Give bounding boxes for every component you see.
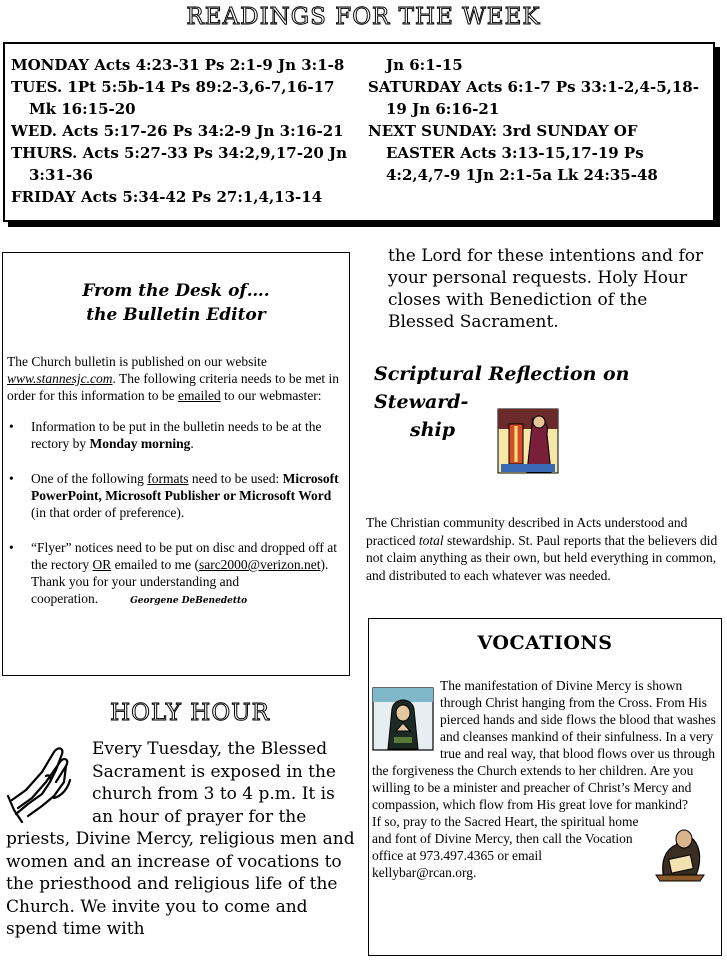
vocations-text: The manifestation of Divine Mercy is shown through Christ hanging from the Cross. From His pierced hands and side flows the blood that washes and cleanses mankind of their sinfulness. In a very true and real way, that blood flows over us through the forgiveness the Church extends to her children. Are you willing to be a minister and preacher of Christ’s Mercy and compassion, which flow from His great love for mankind? bbox=[372, 678, 716, 812]
reading-wednesday: WED. Acts 5:17-26 Ps 34:2-9 Jn 3:16-21 bbox=[11, 122, 344, 140]
reading-priest-icon bbox=[650, 821, 714, 883]
reading-thursday-cont: Jn 6:1-15 bbox=[386, 56, 463, 74]
editor-signature: Georgene DeBenedetto bbox=[130, 596, 248, 606]
reading-thursday: THURS. Acts 5:27-33 Ps 34:2,9,17-20 Jn 3:31-36 bbox=[11, 144, 348, 184]
vocations-box bbox=[368, 618, 722, 956]
editor-criteria-list bbox=[3, 418, 349, 610]
readings-left-column bbox=[11, 54, 361, 208]
prophet-illustration-icon bbox=[497, 408, 559, 474]
criteria-item-flyer: • “Flyer” notices need to be put on disc and dropped off at the rectory OR emailed to me (sarc2000@verizon.net). Thank you for your understanding and cooperation. Georgene DeBenedetto bbox=[9, 540, 338, 606]
holy-hour-continued: the Lord for these intentions and for your personal requests. Holy Hour closes with Benediction of the Blessed Sacrament. bbox=[388, 246, 704, 332]
praying-nun-icon bbox=[372, 687, 436, 753]
criteria-item-deadline: • Information to be put in the bulletin needs to be at the rectory by Monday morning. bbox=[9, 419, 322, 451]
readings-box bbox=[3, 42, 715, 222]
holy-hour-text: Every Tuesday, the Blessed Sacrament is exposed in the church from 3 to 4 p.m. It is an hour of prayer for the priests, Divine Mercy, religious men and women and an increase of vocations to the priesthood and religious life of the Church. We invite you to come and spend time with bbox=[6, 739, 355, 939]
criteria-item-formats: • One of the following formats need to be used: Microsoft PowerPoint, Microsoft Publisher or Microsoft Word (in that order of preference). bbox=[9, 471, 339, 520]
editor-intro: The Church bulletin is published on our website www.stannesjc.com. The following criteria needs to be met in order for this information to be emailed to our webmaster: bbox=[7, 354, 340, 403]
vocations-body bbox=[372, 677, 716, 883]
editor-thanks: Thank you for your understanding and cooperation. bbox=[31, 574, 240, 606]
readings-right-column bbox=[368, 54, 711, 186]
readings-title: READINGS FOR THE WEEK bbox=[186, 4, 541, 30]
website-link[interactable]: www.stannesjc.com bbox=[7, 371, 113, 386]
editor-email-link[interactable]: sarc2000@verizon.net bbox=[198, 557, 321, 572]
bulletin-editor-box bbox=[2, 252, 350, 676]
vocations-closing: If so, pray to the Sacred Heart, the spiritual home and font of Divine Mercy, then call the Vocation office at 973.497.4365 or email kellybar@rcan.org. bbox=[372, 814, 639, 880]
reading-saturday: SATURDAY Acts 6:1-7 Ps 33:1-2,4-5,18-19 Jn 6:16-21 bbox=[368, 78, 699, 118]
vocations-title: VOCATIONS bbox=[477, 632, 613, 654]
stewardship-text: The Christian community described in Acts understood and practiced total stewardship. St. Paul reports that the believers did not claim anything as their own, but held everything in common, and distributed to each whatever was needed. bbox=[366, 515, 718, 583]
stewardship-title: Scriptural Reflection on Steward- ship bbox=[374, 363, 630, 441]
reading-next-sunday: NEXT SUNDAY: 3rd SUNDAY OF EASTER Acts 3:13-15,17-19 Ps 4:2,4,7-9 1Jn 2:1-5a Lk 24:35-48 bbox=[368, 122, 658, 184]
reading-friday: FRIDAY Acts 5:34-42 Ps 27:1,4,13-14 bbox=[11, 188, 323, 206]
holy-hour-title: HOLY HOUR bbox=[110, 700, 270, 726]
reading-monday: MONDAY Acts 4:23-31 Ps 2:1-9 Jn 3:1-8 bbox=[11, 56, 345, 74]
reading-tuesday: TUES. 1Pt 5:5b-14 Ps 89:2-3,6-7,16-17 Mk 16:15-20 bbox=[11, 78, 335, 118]
editor-title: From the Desk of…. the Bulletin Editor bbox=[82, 281, 270, 325]
praying-hands-icon bbox=[6, 738, 92, 828]
